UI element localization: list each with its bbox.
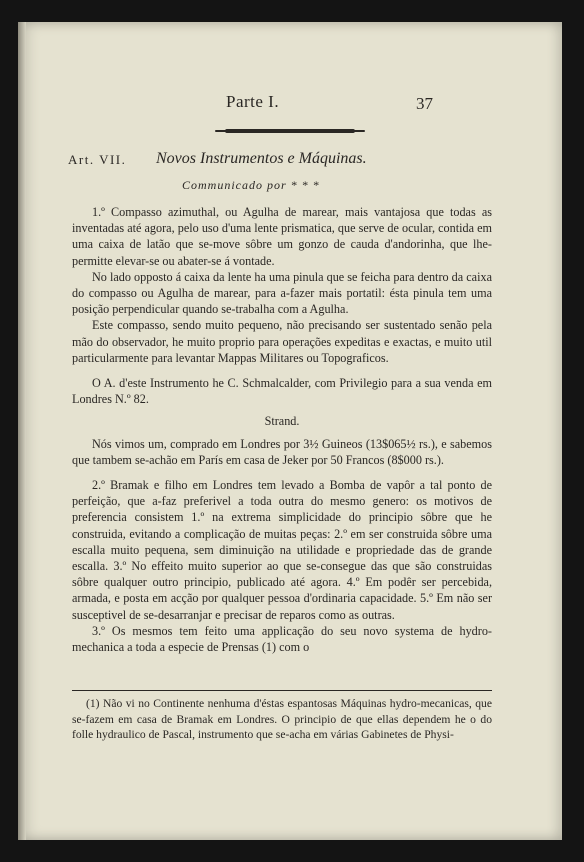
paragraph-pinula: No lado opposto á caixa da lente ha uma pinula que se feicha para dentro da caixa do compasso ou Agulha de marear, para a-fazer mais portatil: ésta pinula tem uma posição perpendicular quando se-trabalha com a Agulha. xyxy=(72,269,492,317)
header-rule xyxy=(215,130,365,132)
communicated-by: Communicado por * * * xyxy=(182,178,320,192)
running-header xyxy=(18,92,562,116)
paragraph-uso: Este compasso, sendo muito pequeno, não precisando ser sustentado senão pela mão do observador, he muito proprio para operações expeditas e exactas, e muito util particularmente para levantar Mappas Militares ou Topograficos. xyxy=(72,318,492,365)
paragraph-prensas: 3.º Os mesmos tem feito uma applicação do seu novo systema de hydro-mechanica a toda a especie de Prensas (1) com o xyxy=(72,623,492,655)
article-title: Novos Instrumentos e Máquinas. xyxy=(156,150,367,167)
paragraph-preco: Nós vimos um, comprado em Londres por 3½ Guineos (13$065½ rs.), e sabemos que tambem se-achão em París em casa de Jeker por 50 Francos (8$000 rs.). xyxy=(72,436,492,467)
page-gutter xyxy=(18,22,26,840)
paragraph-autor: O A. d'este Instrumento he C. Schmalcalder, com Privilegio para a sua venda em Londres N.º 82. xyxy=(72,376,492,407)
footnote-rule xyxy=(72,690,492,691)
article-heading xyxy=(68,150,367,168)
paragraph-bomba: 2.º Bramak e filho em Londres tem levado a Bomba de vapôr a tal ponto de perfeição, que a-faz preferivel a toda outra do mesmo genero: os motivos de preferencia consistem 1.º na extrema simplicidade do principio sôbre que he construida, evitando a complicação de muitas peças: 2.º em ser construida sôbre uma escalla muito pequena, sem diminuição na utilidade e propriedade das de grande escalla. 3.º No effeito muito superior ao que se-consegue das que são construidas sôbre qualquer outro principio, publicado até agora. 4.º Em podêr ser percebida, armada, e posta em acção por qualquer pessoa d'ordinaria capacidade. 5.º Em não ser susceptivel de se-desarranjar e precisar de reparos como as outras. xyxy=(72,478,492,622)
footnote-text: (1) Não vi no Continente nenhuma d'éstas espantosas Máquinas hydro-mecanicas, que se-fazem em casa de Bramak em Londres. O principio de que ellas dependem he o do folle hydraulico de Pascal, instrumento que se-acha em várias Gabinetes de Physi- xyxy=(72,697,492,741)
header-title: Parte I. xyxy=(226,92,280,111)
paragraph-compasso: 1.º Compasso azimuthal, ou Agulha de marear, mais vantajosa que todas as inventadas até agora, pelo uso d'uma lente prismatica, que serve de ocular, contida em uma caixa de latão que se-move sôbre um gonzo de cauda d'andorinha, que lhe-permitte elevar-se ou abater-se á vontade. xyxy=(72,205,492,268)
book-page xyxy=(18,22,562,840)
address-line: Strand. xyxy=(264,414,300,429)
article-body xyxy=(72,204,492,655)
page-number: 37 xyxy=(416,94,433,113)
footnote xyxy=(72,696,492,743)
article-label: Art. VII. xyxy=(68,152,127,167)
